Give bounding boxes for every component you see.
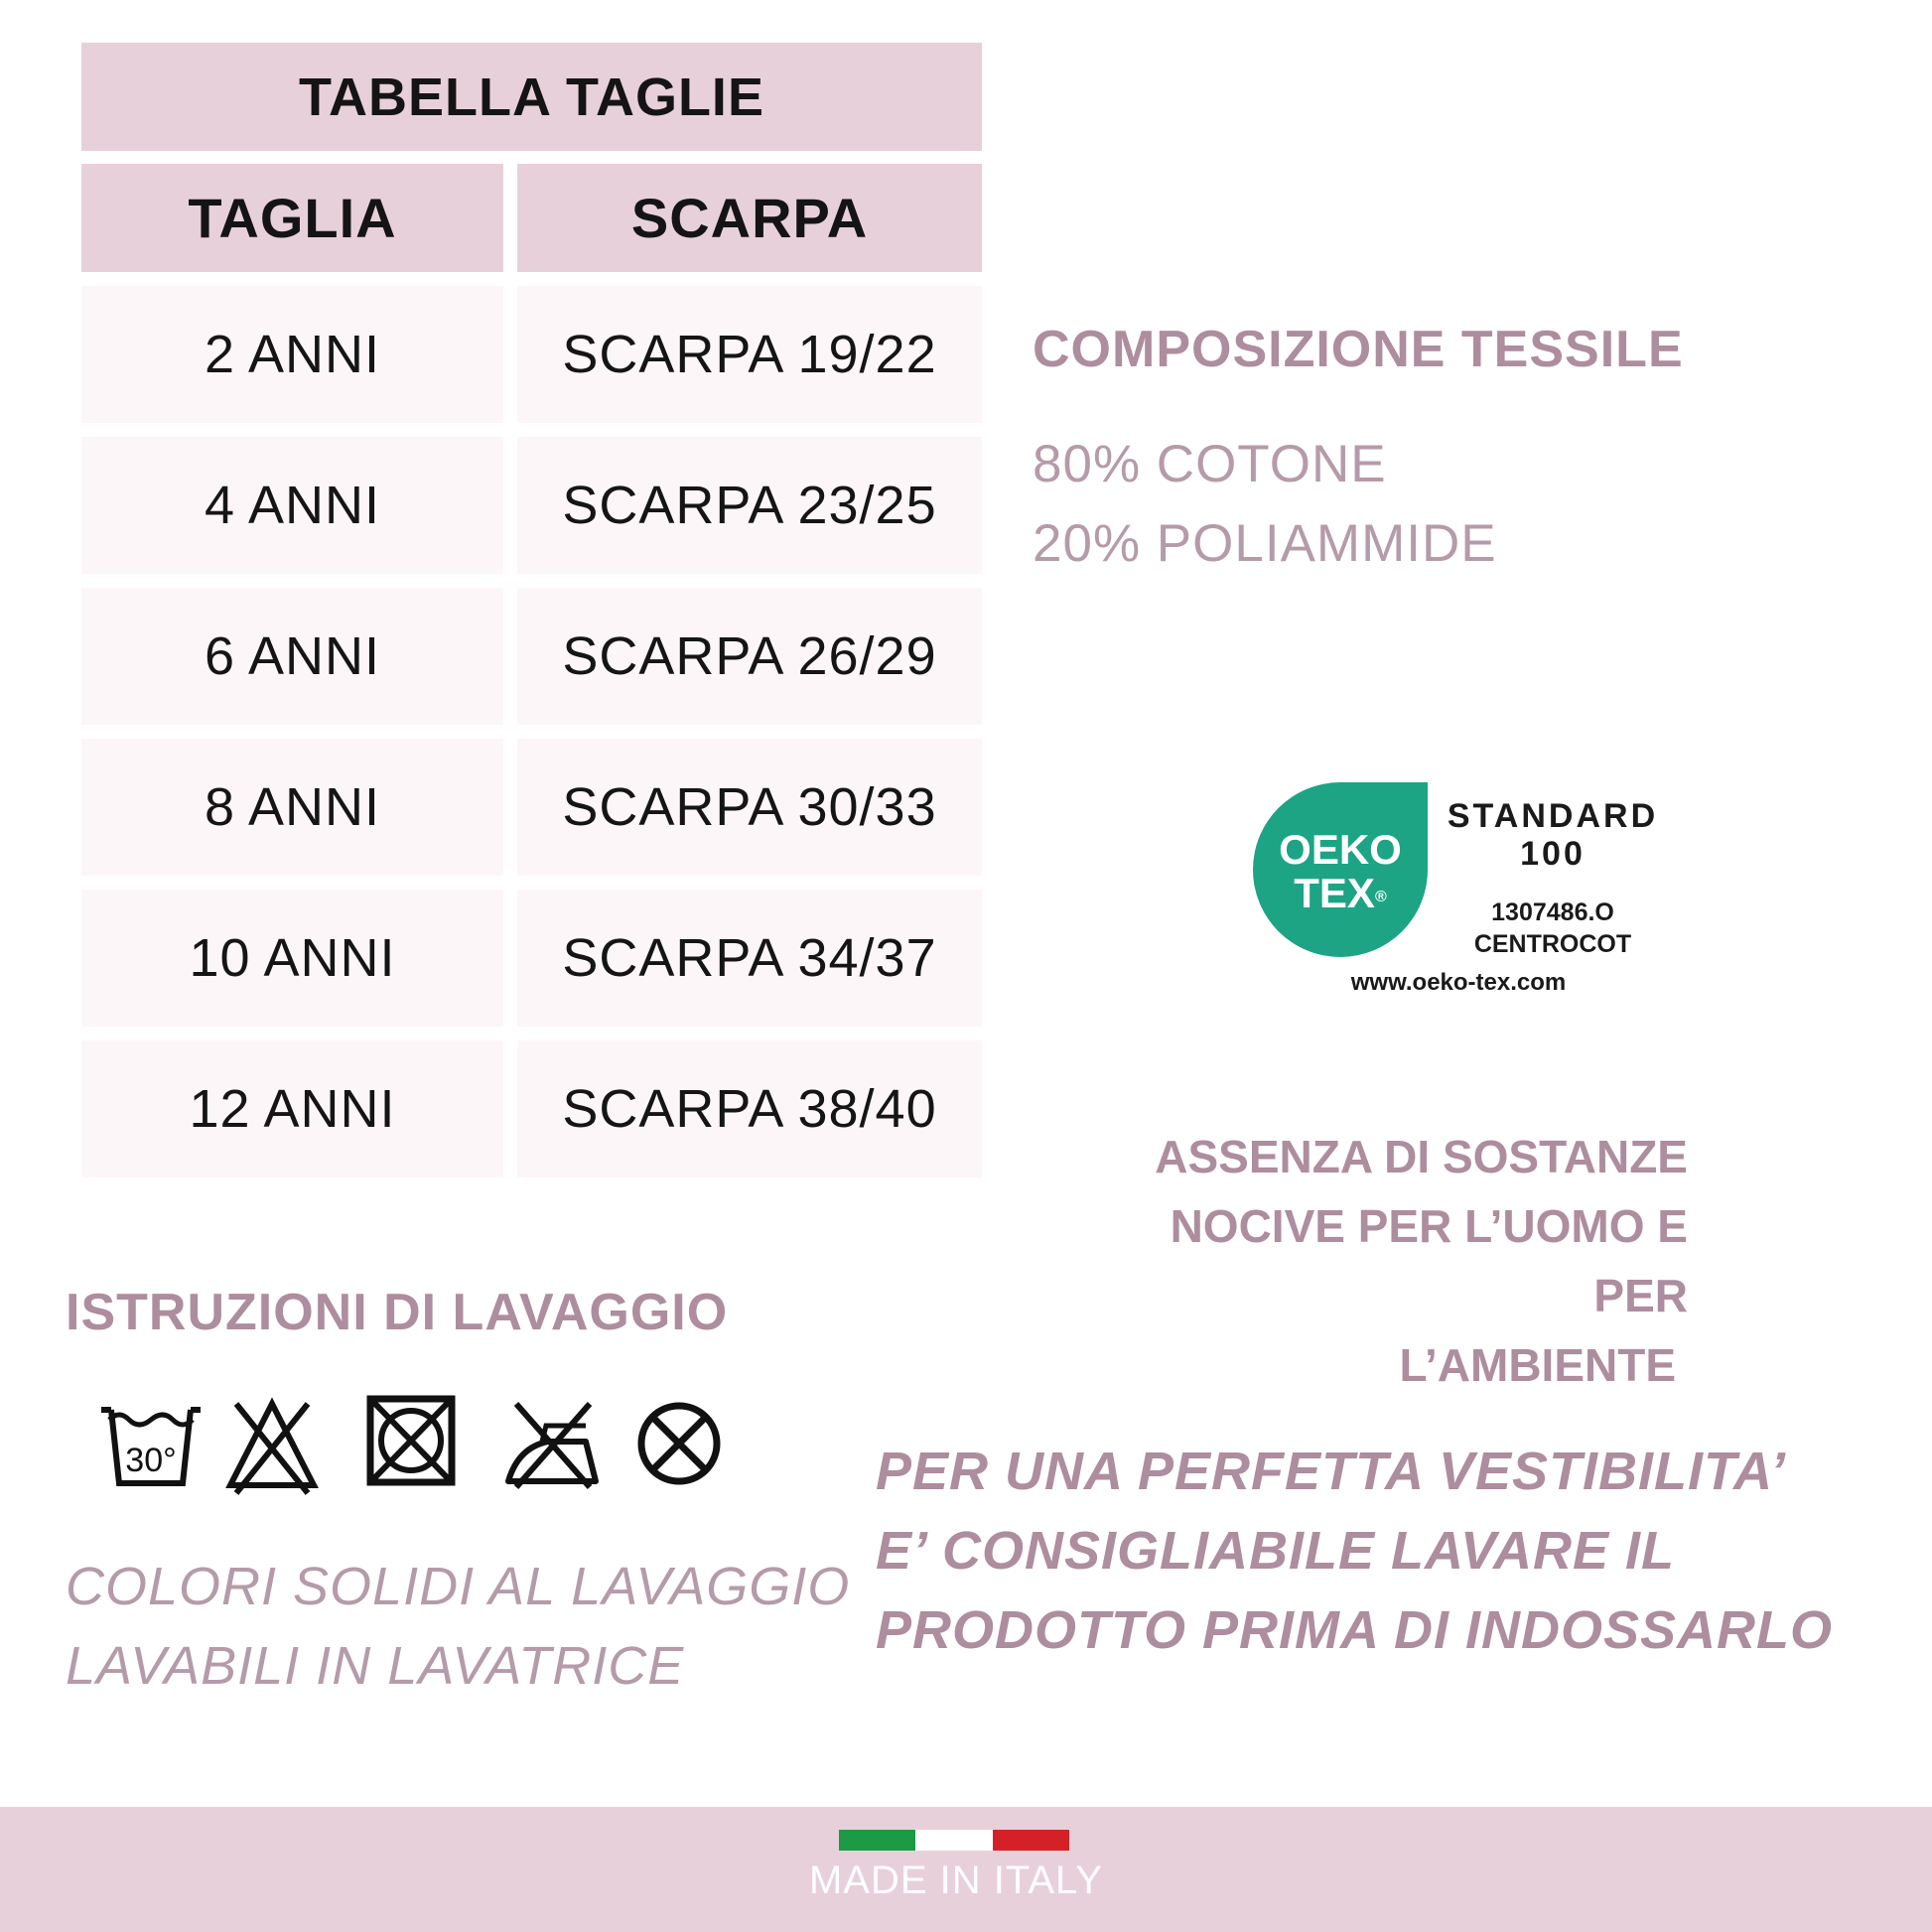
scarpa-cell: SCARPA 19/22 — [517, 286, 982, 423]
taglia-cell: 2 ANNI — [81, 286, 503, 423]
size-table-body — [81, 286, 982, 1191]
oeko-standard — [1434, 797, 1672, 873]
oeko-brand-line1: OEKO — [1279, 826, 1402, 873]
no-bleach-icon — [222, 1390, 322, 1499]
safety-note-line: ASSENZA DI SOSTANZE — [1155, 1131, 1688, 1182]
fit-note-line: PRODOTTO PRIMA DI INDOSSARLO — [876, 1600, 1834, 1660]
washing-icons — [95, 1390, 731, 1499]
composition-line: 80% COTONE — [1033, 435, 1387, 493]
size-table-title: TABELLA TAGLIE — [81, 43, 982, 151]
composition-list — [1033, 425, 1497, 584]
no-dry-clean-icon — [633, 1390, 725, 1499]
table-row — [81, 1040, 982, 1191]
table-row — [81, 286, 982, 437]
taglia-cell: 10 ANNI — [81, 890, 503, 1027]
scarpa-cell: SCARPA 38/40 — [517, 1040, 982, 1177]
safety-note — [1072, 1122, 1688, 1400]
oeko-institute: CENTROCOT — [1473, 930, 1632, 958]
table-row — [81, 890, 982, 1040]
size-table-header-scarpa: SCARPA — [517, 164, 982, 272]
made-in-italy-text: MADE IN ITALY — [808, 1859, 1103, 1902]
fit-note-line: PER UNA PERFETTA VESTIBILITA’ — [876, 1442, 1787, 1501]
wash-30-icon — [95, 1390, 207, 1499]
taglia-cell: 12 ANNI — [81, 1040, 503, 1177]
taglia-cell: 4 ANNI — [81, 437, 503, 574]
no-iron-icon — [502, 1390, 602, 1499]
oeko-certificate — [1473, 897, 1632, 960]
oeko-standard-label: STANDARD — [1447, 797, 1659, 835]
scarpa-cell: SCARPA 23/25 — [517, 437, 982, 574]
washing-note-line: COLORI SOLIDI AL LAVAGGIO — [66, 1557, 851, 1616]
table-row — [81, 588, 982, 739]
washing-notes — [66, 1547, 850, 1706]
scarpa-cell: SCARPA 26/29 — [517, 588, 982, 725]
oeko-url: www.oeko-tex.com — [1350, 969, 1567, 996]
flag-green-stripe — [839, 1830, 915, 1851]
scarpa-cell: SCARPA 34/37 — [517, 890, 982, 1027]
italian-flag-icon — [839, 1830, 1069, 1851]
flag-white-stripe — [915, 1830, 992, 1851]
fit-note-line: E’ CONSIGLIABILE LAVARE IL — [876, 1521, 1676, 1581]
washing-title: ISTRUZIONI DI LAVAGGIO — [66, 1284, 729, 1341]
composition-line: 20% POLIAMMIDE — [1033, 514, 1497, 573]
fit-note — [876, 1432, 1833, 1670]
taglia-cell: 6 ANNI — [81, 588, 503, 725]
oeko-tex-brand — [1253, 828, 1428, 915]
oeko-standard-number: 100 — [1520, 835, 1586, 873]
composition-title: COMPOSIZIONE TESSILE — [1033, 321, 1684, 378]
table-row — [81, 437, 982, 588]
table-row — [81, 739, 982, 890]
oeko-cert-number: 1307486.O — [1491, 898, 1614, 926]
registered-mark: ® — [1374, 889, 1387, 905]
taglia-cell: 8 ANNI — [81, 739, 503, 876]
safety-note-line: L’AMBIENTE — [1399, 1339, 1676, 1391]
oeko-brand-line2: TEX — [1294, 870, 1375, 916]
no-tumble-dry-icon — [365, 1390, 457, 1499]
washing-note-line: LAVABILI IN LAVATRICE — [66, 1636, 685, 1696]
wash-temperature: 30° — [125, 1442, 177, 1479]
flag-red-stripe — [993, 1830, 1069, 1851]
scarpa-cell: SCARPA 30/33 — [517, 739, 982, 876]
size-table-header-taglia: TAGLIA — [81, 164, 503, 272]
safety-note-line: NOCIVE PER L’UOMO E PER — [1170, 1200, 1688, 1321]
